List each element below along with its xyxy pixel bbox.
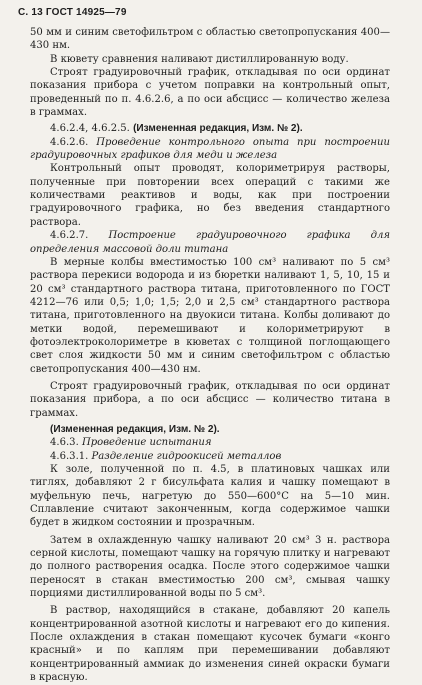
clause-number: 4.6.2.6. [50,136,97,148]
paragraph-sulfuric-acid: Затем в охлажденную чашку наливают 20 см³ 3 н. раствора серной кислоты, помещают чашку на горячую плитку и нагревают до полного растворения осадка. После этого содержимое чашки переносят в стакан вместимостью 200 см³, смывая чашку порциями дистиллированной воды по 5 см³. [30,534,390,600]
page-header: С. 13 ГОСТ 14925—79 [18,7,127,18]
clause-title: Разделение гидроокисей металлов [91,450,282,462]
paragraph-amendment-note [30,122,390,135]
paragraph-nitric-acid: В раствор, находящийся в стакане, добавляют 20 капель концентрированной азотной кислоты и нагревают его до кипения. После охлаждения в стакан помещают кусочек бумаги «конго красный» и по каплям при перемешивании добавляют концентрированный аммиак до изменения синей окраски бумаги в красную. [30,605,390,684]
paragraph-iron-graph: Строят градуировочный график, откладывая по оси ординат показания прибора с учетом поправки на контрольный опыт, проведенный по п. 4.6.2.6, а по оси абсцисс — количество железа в граммах. [30,67,390,119]
amendment-note: (Измененная редакция, Изм. № 2). [50,423,220,435]
paragraph-ash-fusion: К золе, полученной по п. 4.5, в платиновых чашках или тиглях, добавляют 2 г бисульфата калия и чашку помещают в муфельную печь, нагретую до 550—600°С на 5—10 мин. Сплавление считают законченным, когда содержимое чашки будет в жидком состоянии и прозрачным. [30,464,390,529]
paragraph-control-test: Контрольный опыт проводят, колориметрируя растворы, полученные при повторении всех операций с такими же количествами реактивов и воды, как при построении градуировочного графика, но без введения стандартного раствора. [30,163,390,228]
paragraph-amendment-note-2 [30,423,390,436]
clause-number: 4.6.2.7. [50,230,109,242]
amendment-note: (Измененная редакция, Изм. № 2). [133,123,303,135]
clause-number: 4.6.3. [50,437,82,449]
clause-number: 4.6.2.4, 4.6.2.5. [50,123,134,135]
clause-title: Проведение испытания [81,437,212,449]
section-heading-4-6-2-7 [30,229,390,256]
clause-title: Проведение контрольного опыта при построении градуировочных графиков для меди и железа [30,136,390,162]
clause-number: 4.6.3.1. [50,450,92,462]
section-heading-4-6-2-6 [30,136,390,163]
section-heading-4-6-3 [30,436,390,449]
paragraph-titanium-flasks: В мерные колбы вместимостью 100 см³ наливают по 5 см³ раствора перекиси водорода и из бюретки наливают 1, 5, 10, 15 и 20 см³ стандартного раствора титана, приготовленного по ГОСТ 4212—76 или 0,5; 1,0; 1,5; 2,0 и 2,5 см³ стандартного раствора титана, приготовленного на двуокиси титана. Колбы доливают до метки водой, перемешивают и колориметрируют в фотоэлектроколориметре в кюветах с толщиной поглощающего свет слоя жидкости 50 мм и синим светофильтром с областью светопропускания 400—430 нм. [30,256,390,375]
clause-title: Построение градуировочного графика для определения массовой доли титана [30,230,390,255]
paragraph-continuation: 50 мм и синим светофильтром с областью светопропускания 400—430 нм. [30,27,390,52]
section-heading-4-6-3-1 [30,450,390,463]
paragraph-titanium-graph: Строят градуировочный график, откладывая по оси ординат показания прибора, а по оси абсцисс — количество титана в граммах. [30,380,390,419]
document-body [30,26,390,685]
paragraph-reference-cuvette: В кювету сравнения наливают дистиллированную воду. [50,53,349,65]
